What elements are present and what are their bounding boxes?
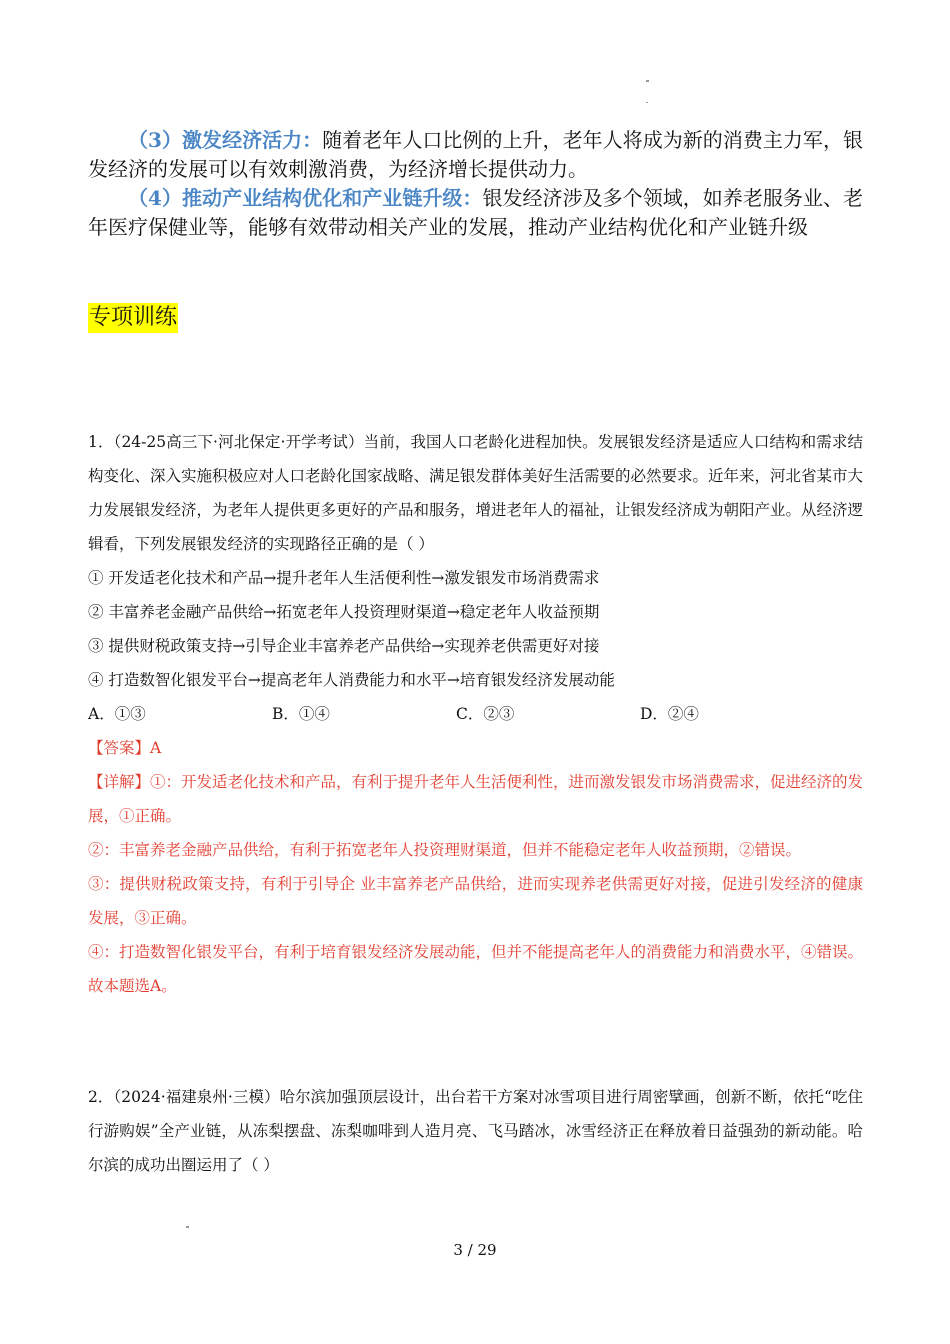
intro-item-3-label: （3）激发经济活力： (128, 128, 323, 152)
analysis-line: ③：提供财税政策支持，有利于引导企 业丰富养老产品供给，进而实现养老供需更好对接，促进引发经济的健康发展，③正确。 (88, 875, 863, 927)
question-1-item: ④ 打造数智化银发平台→提高老年人消费能力和水平→培育银发经济发展动能 (88, 671, 615, 689)
scan-artifact (646, 102, 648, 103)
question-2 (88, 1080, 863, 1182)
option-d: D．②④ (640, 705, 699, 723)
conclusion-line: 故本题选A。 (88, 977, 177, 995)
analysis-line: ②：丰富养老金融产品供给，有利于拓宽老年人投资理财渠道，但并不能稳定老年人收益预期，②错误。 (88, 841, 802, 859)
option-a: A．①③ (88, 705, 146, 723)
answer-line: 【答案】A (88, 739, 162, 757)
intro-item-3-text: 随着老年人口比例的上升，老年人将成为新的消费主力军，银发经济的发展可以有效刺激消费，为经济增长提供动力。 (88, 128, 863, 181)
analysis-line: ④：打造数智化银发平台，有利于培育银发经济发展动能，但并不能提高老年人的消费能力和消费水平，④错误。 (88, 943, 864, 961)
question-1-stem: 1．（24-25高三下·河北保定·开学考试）当前，我国人口老龄化进程加快。发展银发经济是适应人口结构和需求结构变化、深入实施积极应对人口老龄化国家战略、满足银发群体美好生活需要的必然要求。近年来，河北省某市大力发展银发经济，为老年人提供更多更好的产品和服务，增进老年人的福祉，让银发经济成为朝阳产业。从经济逻辑看，下列发展银发经济的实现路径正确的是（ ） (88, 433, 864, 553)
intro-item-4-text: 银发经济涉及多个领域，如养老服务业、老年医疗保健业等，能够有效带动相关产业的发展，推动产业结构优化和产业链升级 (88, 186, 864, 239)
analysis-line: 【详解】①：开发适老化技术和产品，有利于提升老年人生活便利性，进而激发银发市场消费需求，促进经济的发展，①正确。 (88, 773, 864, 825)
question-1-options (88, 697, 848, 731)
question-2-stem: 2．（2024·福建泉州·三模）哈尔滨加强顶层设计，出台若干方案对冰雪项目进行周密擘画，创新不断，依托“吃住行游购娱”全产业链，从冻梨摆盘、冻梨咖啡到人造月亮、飞马踏冰，冰雪经济正在释放着日益强劲的新动能。哈尔滨的成功出圈运用了（ ） (88, 1088, 863, 1174)
question-1 (88, 425, 863, 1003)
question-1-item: ② 丰富养老金融产品供给→拓宽老年人投资理财渠道→稳定老年人收益预期 (88, 603, 600, 621)
scan-artifact (186, 1226, 189, 1228)
section-title: 专项训练 (88, 303, 178, 333)
option-c: C．②③ (456, 705, 515, 723)
intro-item-4 (88, 184, 863, 242)
question-1-item: ① 开发适老化技术和产品→提升老年人生活便利性→激发银发市场消费需求 (88, 569, 600, 587)
intro-item-3 (88, 126, 863, 184)
intro-section (88, 126, 863, 242)
option-b: B．①④ (272, 705, 330, 723)
page-number: 3 / 29 (453, 1241, 497, 1259)
intro-item-4-label: （4）推动产业结构优化和产业链升级： (128, 186, 483, 210)
question-1-item: ③ 提供财税政策支持→引导企业丰富养老产品供给→实现养老供需更好对接 (88, 637, 600, 655)
scan-artifact (646, 80, 649, 82)
